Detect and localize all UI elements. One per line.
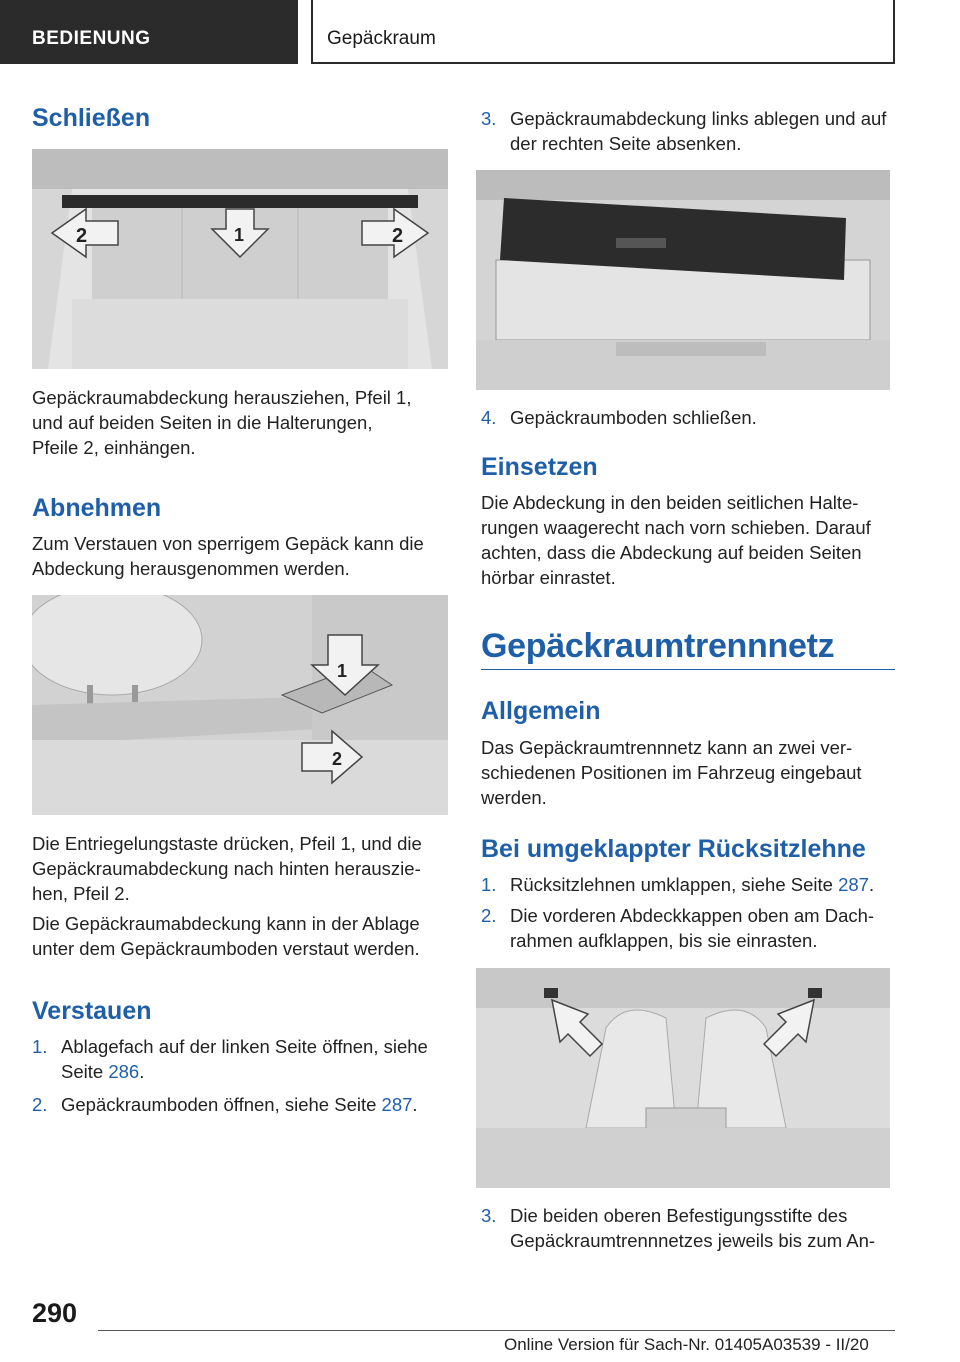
list-item: 2. Gepäckraumboden öffnen, siehe Seite 287. (32, 1094, 418, 1115)
chapter-label: Gepäckraum (327, 28, 436, 49)
page-link[interactable]: 287 (838, 874, 869, 895)
caption-schliessen: Gepäckraumabdeckung herausziehen, Pfeil 1, und auf beiden Seiten in die Halterungen, Pfeile 2, einhängen. (32, 387, 412, 458)
arrow-label-2-right: 2 (392, 225, 404, 247)
heading-rule (481, 669, 895, 670)
text-einsetzen: Die Abdeckung in den beiden seitlichen Halte- rungen waagerecht nach vorn schieben. Darauf achten, dass die Abdeckung auf beiden Seiten hörbar einrastet. (481, 492, 871, 588)
figure-store-cover (476, 170, 890, 390)
text-ablage: Die Gepäckraumabdeckung kann in der Ablage unter dem Gepäckraumboden verstaut werden. (32, 913, 420, 959)
list-item: 4. Gepäckraumboden schließen. (481, 407, 757, 428)
list-item: 1. Rücksitzlehnen umklappen, siehe Seite 287. (481, 874, 875, 895)
arrow-label-1: 1 (337, 661, 348, 681)
arrow-label-1: 1 (234, 225, 245, 245)
heading-netz: Gepäckraumtrennnetz (481, 627, 835, 665)
figure-close-cover (32, 149, 448, 369)
text-allgemein: Das Gepäckraumtrennnetz kann an zwei ver- schiedenen Positionen im Fahrzeug eingebaut werden. (481, 737, 862, 808)
section-tab (0, 0, 298, 64)
footer-online-version: Online Version für Sach-Nr. 01405A03539 - II/20 (504, 1335, 869, 1354)
page-number: 290 (32, 1298, 78, 1328)
heading-abnehmen: Abnehmen (32, 494, 162, 522)
page-link[interactable]: 286 (108, 1061, 140, 1082)
list-item: 1. Ablagefach auf der linken Seite öffnen, siehe Seite 286. (32, 1036, 428, 1082)
text-entriegeln: Die Entriegelungstaste drücken, Pfeil 1, und die Gepäckraumabdeckung nach hinten herauszie- hen, Pfeil 2. (32, 833, 422, 904)
arrow-label-2: 2 (332, 749, 343, 769)
arrow-label-2-left: 2 (76, 225, 88, 247)
heading-schliessen: Schließen (32, 104, 151, 132)
heading-allgemein: Allgemein (481, 697, 601, 725)
heading-umgeklappt: Bei umgeklappter Rücksitzlehne (481, 835, 866, 863)
list-item: 2. Die vorderen Abdeckkappen oben am Dach- rahmen aufklappen, bis sie einrasten. (481, 905, 875, 951)
page-link[interactable]: 287 (381, 1094, 413, 1115)
figure-remove-cover (32, 595, 448, 815)
section-label: BEDIENUNG (32, 28, 151, 49)
text-abnehmen: Zum Verstauen von sperrigem Gepäck kann die Abdeckung herausgenommen werden. (32, 533, 424, 579)
figure-roof-caps (476, 968, 890, 1188)
footer-rule (98, 1330, 895, 1331)
heading-einsetzen: Einsetzen (481, 453, 598, 481)
heading-verstauen: Verstauen (32, 997, 152, 1025)
list-item: 3. Gepäckraumabdeckung links ablegen und auf der rechten Seite absenken. (481, 108, 887, 154)
chapter-tab (311, 0, 895, 64)
list-item: 3. Die beiden oberen Befestigungsstifte des Gepäckraumtrennnetzes jeweils bis zum An- (481, 1205, 876, 1251)
